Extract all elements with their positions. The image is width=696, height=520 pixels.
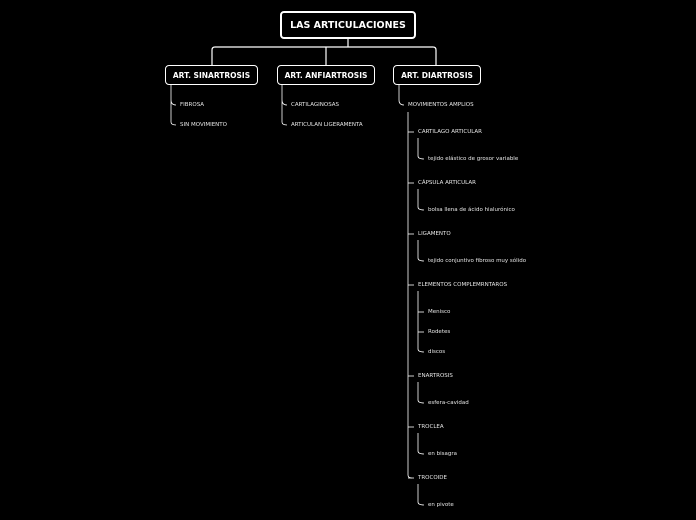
root-node[interactable]: LAS ARTICULACIONES	[280, 11, 416, 39]
sin-connector	[171, 85, 176, 125]
dia-group-1[interactable]: CÁPSULA ARTICULAR	[418, 180, 476, 186]
dia-group-2[interactable]: LIGAMENTO	[418, 231, 451, 237]
leaf-anf-0[interactable]: CARTILAGINOSAS	[291, 102, 340, 108]
dia-group-6[interactable]: TROCOIDE	[418, 475, 448, 481]
leaf-sin-0[interactable]: FIBROSA	[180, 102, 205, 108]
dia-child-1-0[interactable]: bolsa llena de ácido hialurónico	[428, 207, 515, 213]
dia-child-connector-5	[418, 433, 424, 454]
dia-child-4-0[interactable]: esfera-cavidad	[428, 400, 469, 406]
dia-child-connector-2	[418, 240, 424, 261]
dia-child-connector-4	[418, 382, 424, 403]
dia-child-connector-1	[418, 189, 424, 210]
dia-group-0[interactable]: CARTILAGO ARTICULAR	[418, 129, 483, 135]
dia-child-0-0[interactable]: tejido elástico de grosor variable	[428, 156, 519, 162]
dia-group-3[interactable]: ELEMENTOS COMPLEMRNTAROS	[418, 282, 508, 288]
dia-connector	[399, 85, 404, 105]
leaf-sin-1[interactable]: SIN MOVIMIENTO	[180, 122, 227, 128]
dia-child-2-0[interactable]: tejido conjuntivo fibroso muy sólido	[428, 258, 527, 264]
dia-child-3-1[interactable]: Rodetes	[428, 329, 451, 335]
dia-child-connector-6	[418, 484, 424, 505]
dia-child-connector-0	[418, 138, 424, 159]
leaf-dia-main[interactable]: MOVIMIENTOS AMPLIOS	[408, 102, 474, 108]
root-connector	[212, 39, 436, 65]
dia-group-5[interactable]: TROCLEA	[418, 424, 444, 430]
category-anfiartrosis[interactable]: ART. ANFIARTROSIS	[277, 65, 375, 85]
dia-child-connector-3	[418, 291, 424, 352]
dia-trunk	[408, 112, 412, 478]
leaf-anf-1[interactable]: ARTICULAN LIGERAMENTA	[291, 122, 363, 128]
category-diartrosis[interactable]: ART. DIARTROSIS	[393, 65, 481, 85]
dia-child-3-2[interactable]: discos	[428, 349, 446, 355]
dia-child-6-0[interactable]: en pivote	[428, 502, 454, 508]
category-sinartrosis[interactable]: ART. SINARTROSIS	[165, 65, 258, 85]
anf-connector	[282, 85, 287, 125]
dia-child-3-0[interactable]: Menisco	[428, 309, 451, 315]
dia-group-4[interactable]: ENARTROSIS	[418, 373, 453, 379]
dia-child-5-0[interactable]: en bisagra	[428, 451, 457, 457]
